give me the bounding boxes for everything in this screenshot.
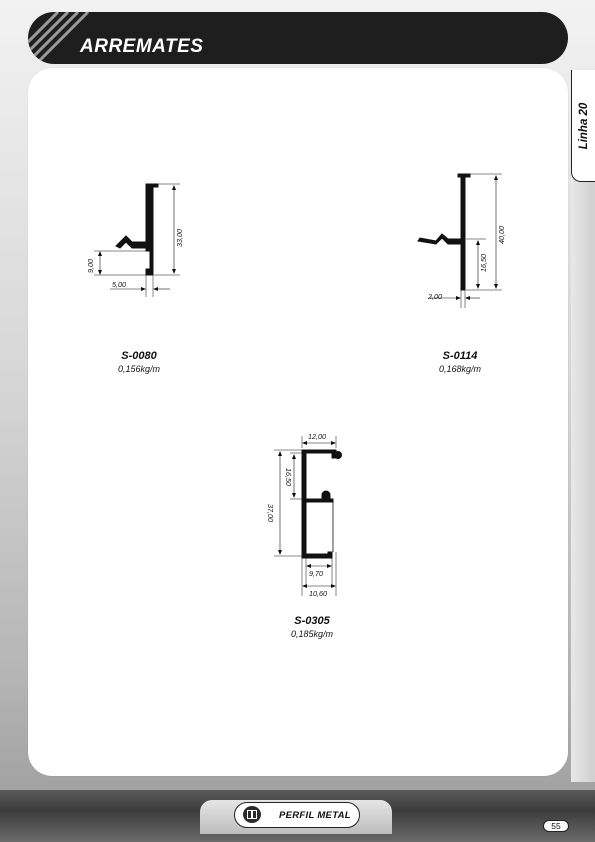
profile-code: S-0305 [294, 615, 330, 627]
page-header [28, 12, 568, 64]
profile-weight: 0,185kg/m [290, 629, 334, 639]
brand-name: PERFIL METAL [279, 810, 351, 821]
page-number: 55 [543, 820, 569, 832]
dim-label: 9,70 [309, 569, 323, 578]
dim-label: 2,00 [428, 292, 442, 301]
profile-drawing-s0305 [250, 428, 360, 603]
page-title: ARREMATES [80, 36, 204, 57]
profile-drawing-s0080 [80, 175, 190, 300]
profile-code: S-0114 [442, 350, 478, 362]
dim-label: 5,00 [112, 280, 126, 289]
profile-drawing-s0114 [410, 168, 520, 313]
section-tab-label: Linha 20 [577, 102, 590, 149]
dim-label: 9,00 [86, 259, 95, 273]
dim-label: 10,60 [309, 589, 327, 598]
dim-label: 16,50 [284, 468, 293, 486]
window-logo-icon [243, 806, 261, 823]
dim-label: 37,00 [266, 504, 275, 522]
profile-code: S-0080 [121, 350, 157, 362]
dim-label: 16,50 [479, 254, 488, 272]
brand-badge [234, 802, 360, 828]
dim-label: 33,00 [175, 229, 184, 247]
dim-label: 12,00 [308, 432, 326, 441]
section-tab [571, 70, 595, 182]
profile-weight: 0,168kg/m [438, 364, 482, 374]
side-strip [571, 182, 595, 782]
dim-label: 40,00 [497, 226, 506, 244]
profile-weight: 0,156kg/m [117, 364, 161, 374]
